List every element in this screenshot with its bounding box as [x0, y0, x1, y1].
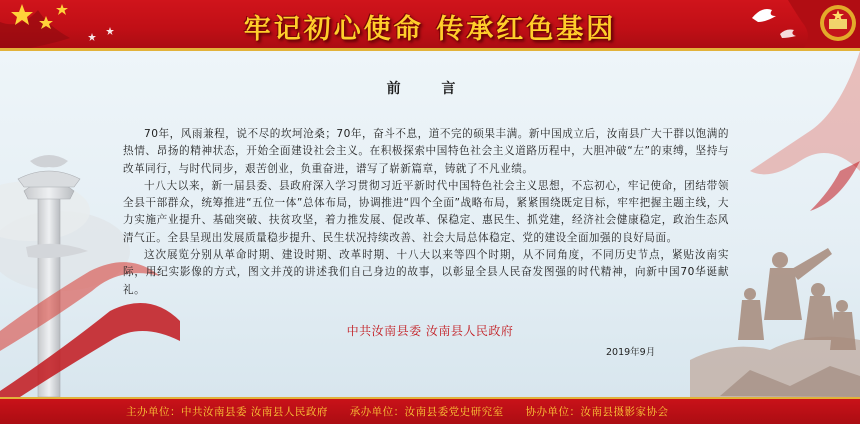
article-heading: 前 言 — [386, 81, 474, 97]
footer-organizer: 承办单位：汝南县委党史研究室 — [349, 406, 504, 418]
paragraph: 十八大以来，新一届县委、县政府深入学习贯彻习近平新时代中国特色社会主义思想，不忘初心，牢记使命，团结带领全县干部群众，统筹推进“五位一体”总体布局，协调推进“四个全面”战略布局，紧紧围绕既定目标，牢牢把握主题主线，大力实施产业提升、基础突破、扶贫攻坚，着力推发展、促改革、保稳定、惠民生、抓党建，经济社会健康稳定，政治生态风清气正。全县呈现出发展质量稳步提升、民生状况持续改善、社会大局总体稳定、党的建设全面加强的良好局面。 — [123, 179, 729, 244]
paragraph: 这次展览分别从革命时期、建设时期、改革时期、十八大以来等四个时期，从不同角度，不同历史节点，紧贴汝南实际，用纪实影像的方式，图文并茂的讲述我们自己身边的故事，以彰显全县人民奋发图强的时代精神，向新中国70华诞献礼。 — [123, 249, 729, 296]
footer-host: 主办单位：中共汝南县委 汝南县人民政府 — [126, 406, 328, 418]
banner-title: 牢记初心使命 传承红色基因 — [243, 14, 617, 45]
signature: 中共汝南县委 汝南县人民政府 — [346, 324, 514, 338]
footer-co-organizer: 协办单位：汝南县摄影家协会 — [525, 406, 669, 418]
article-body — [123, 126, 729, 299]
date: 2019年9月 — [606, 347, 656, 358]
paragraph: 70年，风雨兼程，说不尽的坎坷沧桑；70年，奋斗不息，道不完的硕果丰满。新中国成立后，汝南县广大干群以饱满的热情、昂扬的精神状态，开始全面建设社会主义。在积极探索中国特色社会主义道路历程中，大胆冲破“左”的束缚，坚持与改革同行，与时代同步，艰苦创业，负重奋进，谱写了崭新篇章，铸就了不凡业绩。 — [123, 128, 729, 175]
footer-credits — [126, 404, 687, 419]
